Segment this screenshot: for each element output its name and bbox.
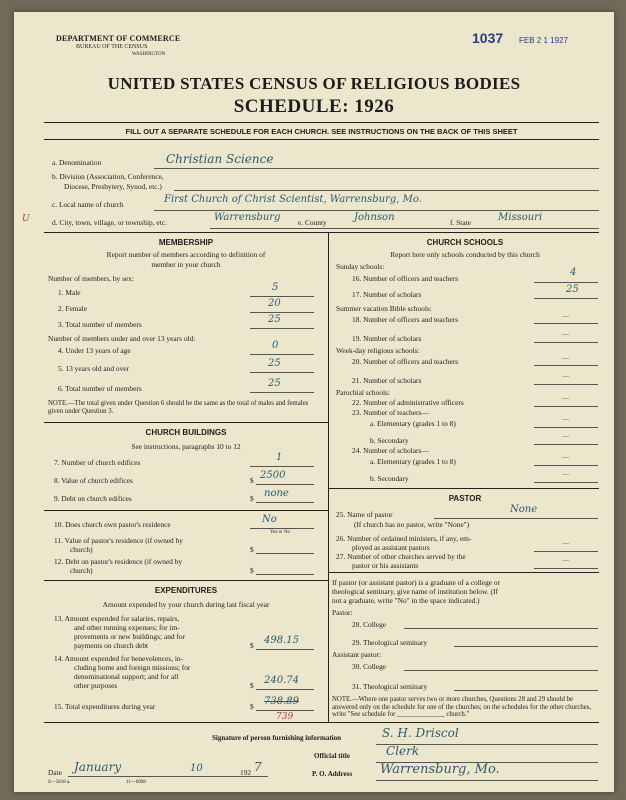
- q18-blank[interactable]: —: [562, 312, 570, 320]
- date-year-digit[interactable]: 7: [254, 760, 262, 774]
- q12-label-2: church): [70, 566, 93, 575]
- denomination-label: a. Denomination: [52, 158, 102, 167]
- q15-dollar: $: [250, 702, 254, 711]
- membership-heading: MEMBERSHIP: [158, 238, 214, 247]
- q27-blank[interactable]: —: [562, 556, 570, 564]
- summer-schools-label: Summer vacation Bible schools:: [336, 304, 432, 313]
- q14-label-2: cluding home and foreign missions; for: [74, 663, 191, 672]
- graduate-instruction: If pastor (or assistant pastor) is a graduate of a college or: [332, 578, 501, 587]
- q5-value[interactable]: 25: [268, 358, 281, 369]
- membership-intro-2: member in your church: [151, 260, 221, 269]
- q22-blank[interactable]: —: [562, 394, 570, 402]
- q6-label: 6. Total number of members: [58, 384, 142, 393]
- q12-dollar: $: [250, 566, 254, 575]
- q11-dollar: $: [250, 545, 254, 554]
- city-value[interactable]: Warrensburg: [214, 212, 281, 223]
- graduate-instruction-3: not a graduate, write "No" in the space indicated.): [332, 596, 480, 605]
- q3-label: 3. Total number of members: [58, 320, 142, 329]
- date-year-prefix: 192: [240, 768, 252, 777]
- q25-value[interactable]: None: [510, 504, 538, 515]
- division-label: b. Division (Association, Conference,: [52, 172, 164, 181]
- q23b-blank[interactable]: —: [562, 432, 570, 440]
- q15-value[interactable]: 738.89: [264, 696, 299, 707]
- q5-label: 5. 13 years old and over: [58, 364, 130, 373]
- bureau-name: BUREAU OF THE CENSUS: [76, 44, 148, 50]
- po-address-label: P. O. Address: [312, 770, 353, 778]
- state-label: f. State: [450, 218, 471, 227]
- q4-value[interactable]: 0: [272, 340, 279, 351]
- q21-blank[interactable]: —: [562, 372, 570, 380]
- q19-label: 19. Number of scholars: [352, 334, 422, 343]
- q7-value[interactable]: 1: [276, 452, 283, 463]
- pastor-heading: PASTOR: [448, 494, 482, 503]
- q10-label: 10. Does church own pastor's residence: [54, 520, 171, 529]
- department-name: DEPARTMENT OF COMMERCE: [56, 34, 181, 43]
- q3-value[interactable]: 25: [268, 314, 281, 325]
- pastor-note: NOTE.—Where one pastor serves two or more churches, Questions 28 and 29 should be answered only on the schedule for one of the churches; on the schedules for the other churches, write "See schedule for ______________ church.": [332, 696, 592, 719]
- q2-value[interactable]: 20: [268, 298, 281, 309]
- q24-label: 24. Number of scholars—: [352, 446, 429, 455]
- date-month[interactable]: January: [74, 760, 122, 774]
- q23a-label: a. Elementary (grades 1 to 8): [370, 419, 456, 428]
- q15-correction: 739: [276, 712, 294, 722]
- q24a-label: a. Elementary (grades 1 to 8): [370, 457, 456, 466]
- expenditures-intro: Amount expended by your church during last fiscal year: [102, 600, 270, 609]
- membership-intro: Report number of members according to definition of: [106, 250, 266, 259]
- local-name-value[interactable]: First Church of Christ Scientist, Warrensburg, Mo.: [164, 194, 422, 205]
- q8-label: 8. Value of church edifices: [54, 476, 133, 485]
- form-code-2: 11—6008: [126, 780, 146, 785]
- q13-label-4: payments on church debt: [74, 641, 149, 650]
- q24b-blank[interactable]: —: [562, 470, 570, 478]
- q23a-blank[interactable]: —: [562, 415, 570, 423]
- date-label: Date: [48, 768, 62, 777]
- q27-label-2: pastor or his assistants: [352, 561, 419, 570]
- division-label-line2: Diocese, Presbytery, Synod, etc.): [64, 182, 162, 191]
- q20-label: 20. Number of officers and teachers: [352, 357, 459, 366]
- q29-label: 29. Theological seminary: [352, 638, 428, 647]
- q31-label: 31. Theological seminary: [352, 682, 428, 691]
- q10-hint: Yes or No: [270, 530, 291, 535]
- q24b-label: b. Secondary: [370, 474, 409, 483]
- q20-blank[interactable]: —: [562, 354, 570, 362]
- q14-label: 14. Amount expended for benevolences, in-: [54, 654, 184, 663]
- q28-label: 28. College: [352, 620, 387, 629]
- buildings-heading: CHURCH BUILDINGS: [145, 428, 227, 437]
- q6-value[interactable]: 25: [268, 378, 281, 389]
- schedule-title: SCHEDULE: 1926: [233, 96, 395, 117]
- q30-label: 30. College: [352, 662, 387, 671]
- q2-label: 2. Female: [58, 304, 88, 313]
- q9-label: 9. Debt on church edifices: [54, 494, 132, 503]
- q19-blank[interactable]: —: [562, 330, 570, 338]
- members-by-sex-label: Number of members, by sex:: [48, 274, 134, 283]
- q9-dollar: $: [250, 494, 254, 503]
- q23-label: 23. Number of teachers—: [352, 408, 429, 417]
- q13-dollar: $: [250, 641, 254, 650]
- q1-label: 1. Male: [58, 288, 81, 297]
- signature-label: Signature of person furnishing information: [212, 734, 341, 742]
- q14-dollar: $: [250, 681, 254, 690]
- po-address-value[interactable]: Warrensburg, Mo.: [380, 762, 500, 777]
- q12-label: 12. Debt on pastor's residence (if owned by: [54, 557, 183, 566]
- signature-value[interactable]: S. H. Driscol: [382, 726, 459, 740]
- expenditures-heading: EXPENDITURES: [154, 586, 218, 595]
- q13-label-3: provements or new buildings; and for: [74, 632, 186, 641]
- state-value[interactable]: Missouri: [498, 212, 543, 223]
- page-title: UNITED STATES CENSUS OF RELIGIOUS BODIES: [107, 74, 521, 93]
- membership-note: NOTE.—The total given under Question 6 should be the same as the total of males and females given under Question 3.: [48, 400, 309, 415]
- weekday-schools-label: Week-day religious schools:: [336, 346, 420, 355]
- q24a-blank[interactable]: —: [562, 453, 570, 461]
- q14-value[interactable]: 240.74: [264, 675, 299, 686]
- q25-hint: (If church has no pastor, write "None"): [354, 520, 470, 529]
- city-label: d. City, town, village, or township, etc.: [52, 218, 167, 227]
- denomination-value[interactable]: Christian Science: [166, 152, 274, 166]
- local-name-label: c. Local name of church: [52, 200, 124, 209]
- sunday-schools-label: Sunday schools:: [336, 262, 385, 271]
- q16-label: 16. Number of officers and teachers: [352, 274, 459, 283]
- q7-label: 7. Number of church edifices: [54, 458, 141, 467]
- county-label: e. County: [298, 218, 327, 227]
- q18-label: 18. Number of officers and teachers: [352, 315, 459, 324]
- margin-mark: U: [22, 214, 30, 224]
- q13-label: 13. Amount expended for salaries, repairs,: [54, 614, 180, 623]
- census-schedule-sheet: [14, 12, 614, 792]
- q26-blank[interactable]: —: [562, 539, 570, 547]
- q15-label: 15. Total expenditures during year: [54, 702, 156, 711]
- q23b-label: b. Secondary: [370, 436, 409, 445]
- fill-out-instruction: FILL OUT A SEPARATE SCHEDULE FOR EACH CHURCH. SEE INSTRUCTIONS ON THE BACK OF THIS SHEET: [44, 122, 599, 140]
- q1-value[interactable]: 5: [272, 282, 279, 293]
- official-title-label: Official title: [314, 752, 350, 760]
- city-name: WASHINGTON: [132, 52, 166, 57]
- assistant-sub-label: Assistant pastor:: [332, 650, 382, 659]
- q11-label-2: church): [70, 545, 93, 554]
- pastor-sub-label: Pastor:: [332, 608, 353, 617]
- members-by-age-label: Number of members under and over 13 years old:: [48, 334, 196, 343]
- q27-label: 27. Number of other churches served by the: [336, 552, 466, 561]
- q26-label-2: ployed as assistant pastors: [352, 543, 430, 552]
- date-day[interactable]: 10: [190, 763, 203, 774]
- q9-value[interactable]: none: [264, 488, 289, 499]
- q21-label: 21. Number of scholars: [352, 376, 422, 385]
- q16-value[interactable]: 4: [570, 267, 577, 278]
- form-code: S—5818 a.: [48, 780, 71, 785]
- q8-value[interactable]: 2500: [260, 470, 286, 481]
- q11-label: 11. Value of pastor's residence (if owned by: [54, 536, 183, 545]
- q25-label: 25. Name of pastor: [336, 510, 393, 519]
- q14-label-4: other purposes: [74, 681, 118, 690]
- q26-label: 26. Number of ordained ministers, if any, em-: [336, 534, 472, 543]
- graduate-instruction-2: theological seminary, give name of institution below. (If: [332, 587, 498, 596]
- schools-intro: Report here only schools conducted by this church: [390, 250, 540, 259]
- received-stamp-date: FEB 2 1 1927: [519, 36, 568, 45]
- official-title-value[interactable]: Clerk: [386, 744, 420, 758]
- q14-label-3: denominational support; and for all: [74, 672, 179, 681]
- q17-value[interactable]: 25: [566, 284, 579, 295]
- q13-value[interactable]: 498.15: [264, 635, 299, 646]
- q17-label: 17. Number of scholars: [352, 290, 422, 299]
- parochial-schools-label: Parochial schools:: [336, 388, 390, 397]
- q10-value[interactable]: No: [262, 514, 277, 525]
- county-value[interactable]: Johnson: [354, 212, 395, 223]
- q13-label-2: and other running expenses; for im-: [74, 623, 180, 632]
- received-stamp-number: 1037: [472, 30, 504, 46]
- q4-label: 4. Under 13 years of age: [58, 346, 131, 355]
- schools-heading: CHURCH SCHOOLS: [426, 238, 504, 247]
- buildings-instructions: See instructions, paragraphs 10 to 12: [131, 442, 241, 451]
- q8-dollar: $: [250, 476, 254, 485]
- q22-label: 22. Number of administrative officers: [352, 398, 464, 407]
